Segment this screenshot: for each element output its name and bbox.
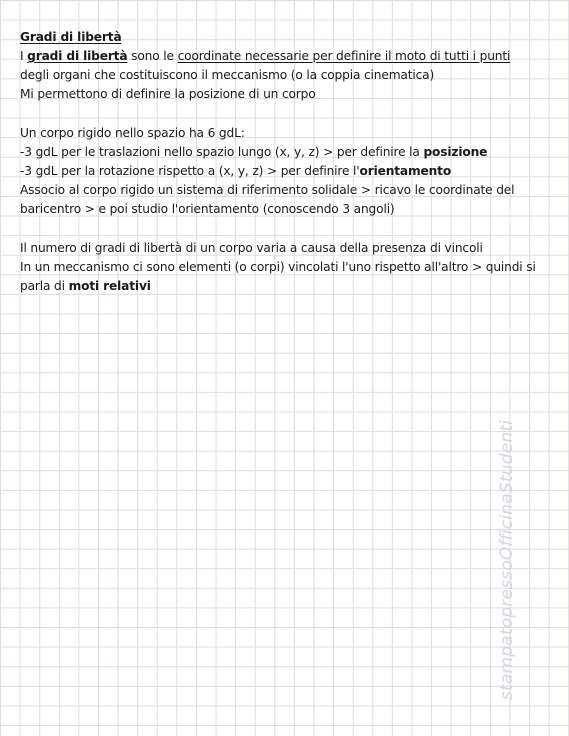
paragraph-1-line-3: Mi permettono di definire la posizione di un corpo bbox=[20, 87, 316, 101]
paragraph-2-line-1: Un corpo rigido nello spazio ha 6 gdL: bbox=[20, 126, 245, 140]
text-segment: -3 gdL per le traslazioni nello spazio lungo (x, y, z) > per definire la bbox=[20, 145, 424, 159]
paragraph-1-line-2: degli organi che costituiscono il meccanismo (o la coppia cinematica) bbox=[20, 68, 435, 82]
underlined-definition: coordinate necessarie per definire il moto di tutti i punti bbox=[177, 49, 511, 63]
text-segment: I bbox=[20, 49, 28, 63]
text-segment: sono le bbox=[127, 49, 178, 63]
text-segment: -3 gdL per la rotazione rispetto a (x, y, z) > per definire l' bbox=[20, 164, 360, 178]
bold-term-orientamento: orientamento bbox=[359, 164, 452, 178]
paragraph-2-line-3 bbox=[20, 162, 451, 180]
paragraph-3-line-3 bbox=[20, 277, 151, 295]
watermark: stampatopressoOfficinaStudenti bbox=[497, 419, 517, 700]
bold-term-posizione: posizione bbox=[423, 145, 488, 159]
paragraph-3-line-1: Il numero di gradi di libertà di un corpo varia a causa della presenza di vincoli bbox=[20, 241, 483, 255]
paragraph-2-line-2 bbox=[20, 143, 487, 161]
bold-term-gradi-di-liberta: gradi di libertà bbox=[27, 49, 128, 63]
page-title: Gradi di libertà bbox=[20, 30, 122, 44]
paragraph-1-line-1 bbox=[20, 47, 510, 65]
bold-term-moti-relativi: moti relativi bbox=[68, 279, 151, 293]
text-segment: parla di bbox=[20, 279, 69, 293]
paragraph-2-line-4: Associo al corpo rigido un sistema di riferimento solidale > ricavo le coordinate del bbox=[20, 183, 515, 197]
paragraph-2-line-5: baricentro > e poi studio l'orientamento (conoscendo 3 angoli) bbox=[20, 202, 395, 216]
paragraph-3-line-2: In un meccanismo ci sono elementi (o corpi) vincolati l'uno rispetto all'altro > quindi si bbox=[20, 260, 536, 274]
